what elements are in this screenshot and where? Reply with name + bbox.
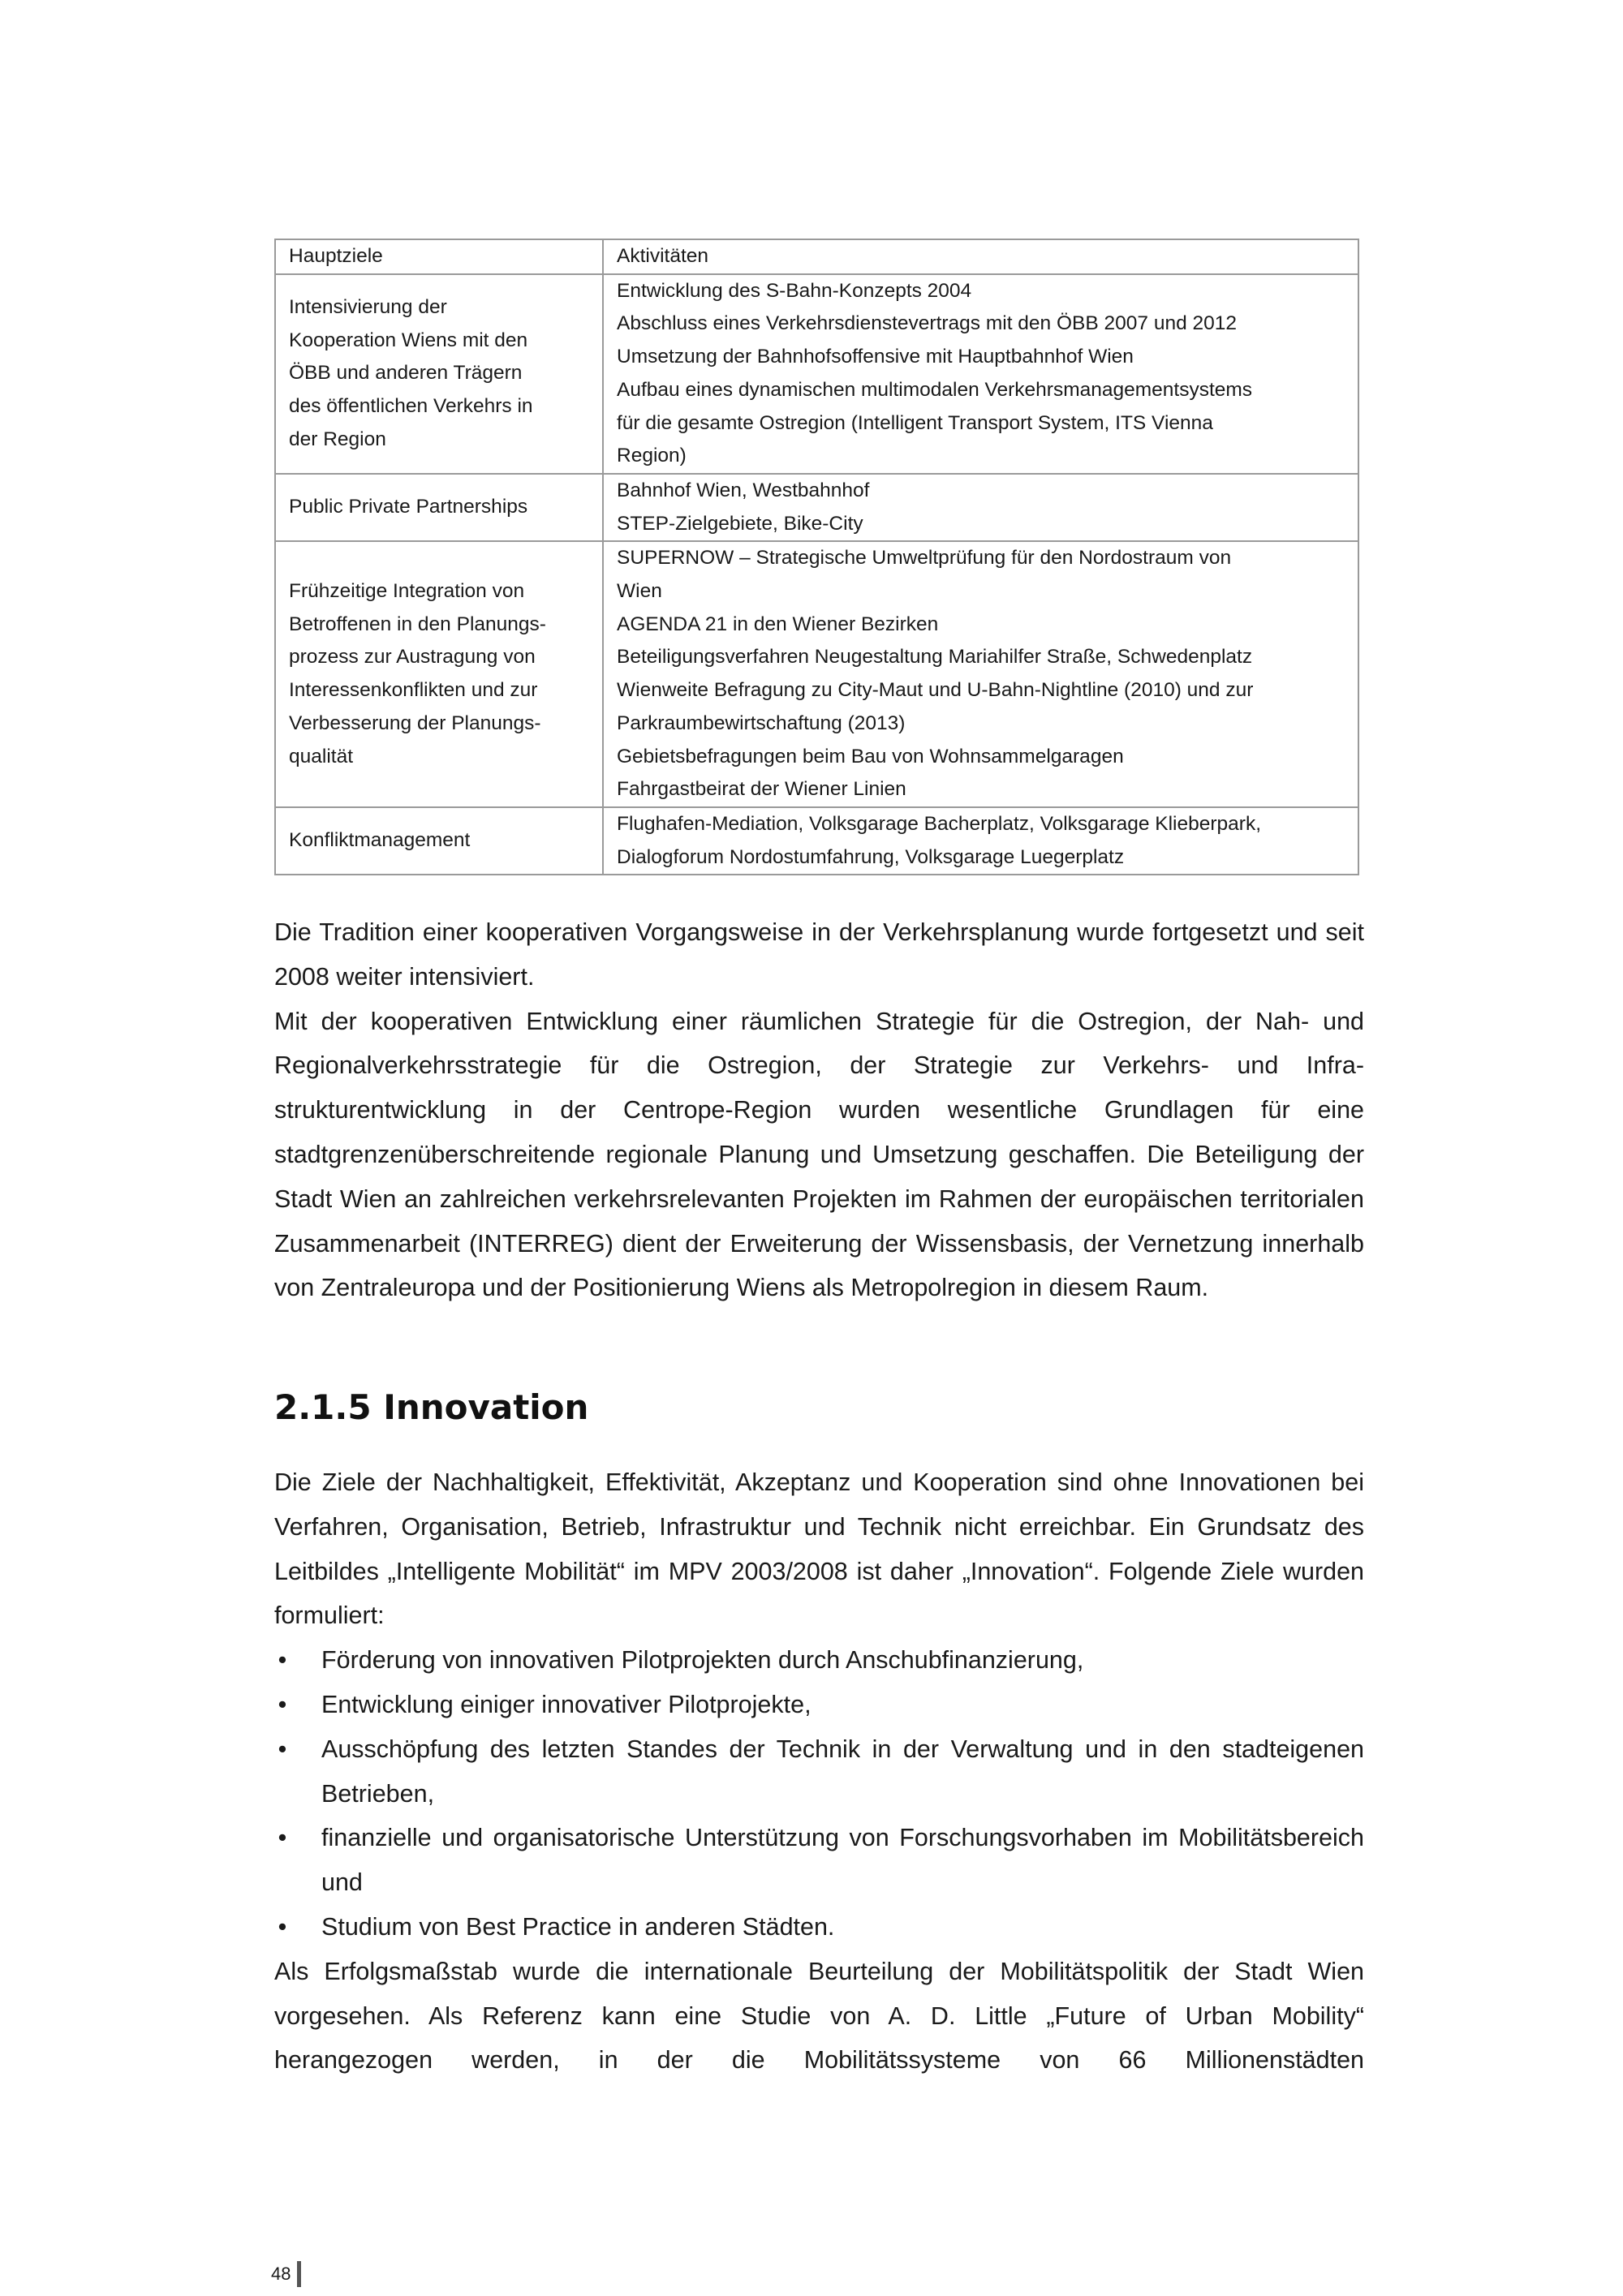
goal-line: ÖBB und anderen Trägern <box>289 362 523 385</box>
table-header-activities: Aktivitäten <box>603 239 1358 274</box>
table-cell-goal <box>275 541 603 807</box>
goal-line: prozess zur Austragung von <box>289 646 536 669</box>
activity-line: Entwicklung des S-Bahn-Konzepts 2004 <box>617 279 972 302</box>
paragraph: Die Ziele der Nachhaltigkeit, Effektivität, Akzeptanz und Kooperation sind ohne Innovationen bei Verfahren, Organisation, Betrieb, Infrastruktur und Technik nicht erreichbar. Ein Grundsatz des Leitbildes „Intelligente Mobilität“ im MPV 2003/2008 ist daher „Innovation“. Folgende Ziele wurden formuliert: <box>274 1468 1364 1630</box>
table-cell-goal <box>275 807 603 875</box>
activity-line: Umsetzung der Bahnhofsoffensive mit Hauptbahnhof Wien <box>617 346 1134 368</box>
goal-line: der Region <box>289 428 386 450</box>
table-cell-activities <box>603 474 1358 541</box>
goal-line: des öffentlichen Verkehrs in <box>289 395 533 418</box>
goal-line: Kooperation Wiens mit den <box>289 329 528 351</box>
activity-line: Beteiligungsverfahren Neugestaltung Mariahilfer Straße, Schwedenplatz <box>617 646 1253 669</box>
activity-line: für die gesamte Ostregion (Intelligent Transport System, ITS Vienna <box>617 411 1213 434</box>
paragraph: Mit der kooperativen Entwicklung einer räumlichen Strategie für die Ostregion, der Nah- und Regionalverkehrsstrategie für die Ostregion, der Strategie zur Verkehrs- und Infrastrukturentwicklung in der Centrope-Region wurden wesentliche Grundlagen für eine stadtgrenzenüberschreitende regionale Planung und Umsetzung geschaffen. Die Beteiligung der Stadt Wien an zahlreichen verkehrsrelevanten Projekten im Rahmen der europäischen territorialen Zusammenarbeit (INTERREG) dient der Erweiterung der Wissensbasis, der Vernetzung innerhalb von Zentraleuropa und der Positionierung Wiens als Metropolregion in diesem Raum. <box>274 1007 1364 1302</box>
page-number: 48 <box>271 2264 291 2284</box>
page-number-bar <box>297 2261 301 2287</box>
table-row <box>275 541 1358 807</box>
list-item <box>274 1905 1364 1950</box>
goals-activities-table <box>274 239 1359 875</box>
bullet-icon: • <box>278 1735 287 1763</box>
goal-line: Betroffenen in den Planungs- <box>289 613 546 635</box>
goal-line: qualität <box>289 745 354 767</box>
list-item-text: Entwicklung einiger innovativer Pilotprojekte, <box>321 1690 812 1718</box>
table-cell-activities <box>603 541 1358 807</box>
list-item-text: Studium von Best Practice in anderen Städten. <box>321 1912 835 1941</box>
goal-line: Public Private Partnerships <box>289 496 528 518</box>
table-header-goals: Hauptziele <box>275 239 603 274</box>
activity-line: Parkraumbewirtschaftung (2013) <box>617 712 906 734</box>
goal-line: Frühzeitige Integration von <box>289 580 525 603</box>
table-cell-goal <box>275 474 603 541</box>
activity-line: Gebietsbefragungen beim Bau von Wohnsammelgaragen <box>617 745 1124 767</box>
list-item <box>274 1638 1364 1683</box>
body-block-1 <box>274 910 1364 1310</box>
activity-line: Flughafen-Mediation, Volksgarage Bacherplatz, Volksgarage Klieberpark, <box>617 812 1262 835</box>
activity-line: SUPERNOW – Strategische Umweltprüfung für den Nordostraum von <box>617 547 1232 570</box>
table-cell-activities <box>603 274 1358 474</box>
activity-line: Abschluss eines Verkehrsdienstevertrags mit den ÖBB 2007 und 2012 <box>617 312 1238 335</box>
bullet-icon: • <box>278 1646 287 1675</box>
activity-line: Aufbau eines dynamischen multimodalen Verkehrsmanagementsystems <box>617 378 1253 401</box>
list-item <box>274 1683 1364 1727</box>
activity-line: Fahrgastbeirat der Wiener Linien <box>617 778 906 801</box>
activity-line: AGENDA 21 in den Wiener Bezirken <box>617 613 939 635</box>
goal-line: Interessenkonflikten und zur <box>289 679 538 702</box>
activity-line: Region) <box>617 445 687 467</box>
paragraph: Die Tradition einer kooperativen Vorgangsweise in der Verkehrsplanung wurde fortgesetzt und seit 2008 weiter intensiviert. <box>274 918 1364 991</box>
bullet-icon: • <box>278 1824 287 1852</box>
activity-line: Wienweite Befragung zu City-Maut und U-Bahn-Nightline (2010) und zur <box>617 679 1254 702</box>
list-item-text: finanzielle und organisatorische Unterstützung von Forschungsvorhaben im Mobilitätsbereich und <box>321 1824 1364 1897</box>
activity-line: Dialogforum Nordostumfahrung, Volksgarage Luegerplatz <box>617 845 1125 868</box>
table-header-row <box>275 239 1358 274</box>
table-row <box>275 474 1358 541</box>
bullet-icon: • <box>278 1690 287 1718</box>
goal-line: Intensivierung der <box>289 296 447 319</box>
table-row <box>275 274 1358 474</box>
table-cell-goal <box>275 274 603 474</box>
list-item <box>274 1816 1364 1905</box>
section-heading: 2.1.5 Innovation <box>274 1387 589 1427</box>
list-item <box>274 1727 1364 1817</box>
list-item-text: Förderung von innovativen Pilotprojekten durch Anschubfinanzierung, <box>321 1646 1084 1675</box>
table-cell-activities <box>603 807 1358 875</box>
activity-line: Wien <box>617 580 662 603</box>
list-item-text: Ausschöpfung des letzten Standes der Technik in der Verwaltung und in den stadteigenen Betrieben, <box>321 1735 1364 1808</box>
activity-line: STEP-Zielgebiete, Bike-City <box>617 512 863 535</box>
bullet-icon: • <box>278 1912 287 1941</box>
activity-line: Bahnhof Wien, Westbahnhof <box>617 479 870 501</box>
paragraph: Als Erfolgsmaßstab wurde die internationale Beurteilung der Mobilitätspolitik der Stadt Wien vorgesehen. Als Referenz kann eine Studie von A. D. Little „Future of Urban Mobility“ herangezogen werden, in der die Mobilitätssysteme von 66 Millionenstädten <box>274 1957 1364 2075</box>
goal-line: Verbesserung der Planungs- <box>289 712 541 734</box>
body-block-2 <box>274 1460 1364 2083</box>
table-row <box>275 807 1358 875</box>
goal-line: Konfliktmanagement <box>289 829 471 852</box>
goal-bullet-list <box>274 1638 1364 1950</box>
